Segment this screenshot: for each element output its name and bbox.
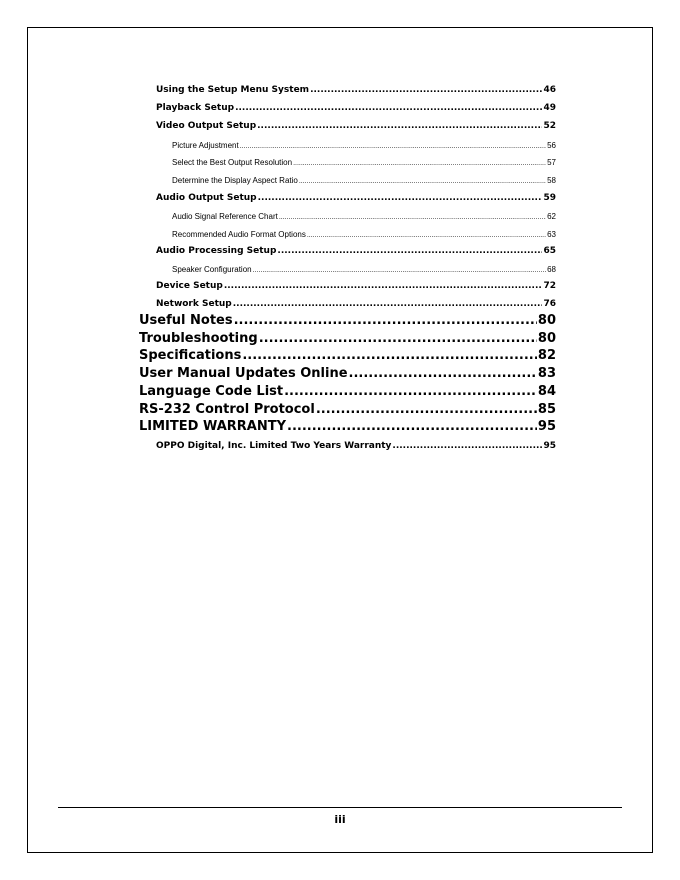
toc-entry[interactable]	[172, 231, 556, 239]
toc-entry[interactable]	[156, 86, 556, 95]
toc-entry[interactable]	[139, 349, 556, 362]
toc-entry-title: Audio Signal Reference Chart	[172, 212, 278, 221]
dot-leader	[234, 314, 537, 327]
toc-entry[interactable]	[139, 385, 556, 398]
toc-entry-title: LIMITED WARRANTY	[139, 419, 287, 434]
toc-entry[interactable]	[172, 266, 556, 274]
toc-entry[interactable]	[139, 367, 556, 380]
toc-entry-page: 56	[547, 141, 556, 150]
dot-leader	[287, 420, 537, 433]
dot-leader	[240, 143, 546, 150]
page-number: iii	[334, 813, 346, 826]
toc-entry-title: Determine the Display Aspect Ratio	[172, 176, 298, 185]
toc-entry-page: 80	[537, 313, 556, 328]
dot-leader	[279, 214, 546, 221]
dot-leader	[259, 332, 537, 345]
toc-entry-title: Specifications	[139, 348, 242, 363]
dot-leader	[224, 282, 543, 291]
toc-entry[interactable]	[156, 122, 556, 131]
dot-leader	[277, 247, 542, 256]
dot-leader	[258, 194, 543, 203]
toc-entry[interactable]	[172, 159, 556, 167]
toc-entry-title: Language Code List	[139, 384, 284, 399]
toc-entry-page: 95	[537, 419, 556, 434]
toc-entry-page: 62	[547, 212, 556, 221]
toc-entry[interactable]	[139, 332, 556, 345]
footer-divider	[58, 807, 622, 808]
dot-leader	[242, 349, 537, 362]
toc-entry-title: Troubleshooting	[139, 331, 258, 346]
toc-entry[interactable]	[156, 194, 556, 203]
toc-entry[interactable]	[156, 300, 556, 309]
toc-entry-title: Audio Output Setup	[156, 193, 257, 203]
toc-entry-title: Picture Adjustment	[172, 141, 239, 150]
toc-entry-title: User Manual Updates Online	[139, 366, 348, 381]
toc-entry-page: 82	[537, 348, 556, 363]
toc-entry-title: Useful Notes	[139, 313, 233, 328]
toc-entry-page: 76	[543, 299, 556, 309]
toc-entry[interactable]	[139, 403, 556, 416]
toc-entry[interactable]	[139, 314, 556, 327]
toc-entry-page: 46	[543, 85, 556, 95]
dot-leader	[299, 178, 546, 185]
toc-entry-page: 49	[543, 103, 556, 113]
toc-entry-page: 80	[537, 331, 556, 346]
toc-entry-title: Audio Processing Setup	[156, 246, 277, 256]
toc-entry-title: Select the Best Output Resolution	[172, 158, 293, 167]
toc-entry-title: Device Setup	[156, 281, 223, 291]
toc-entry-title: OPPO Digital, Inc. Limited Two Years Warranty	[156, 441, 392, 451]
dot-leader	[284, 385, 537, 398]
toc-entry-page: 84	[537, 384, 556, 399]
toc-entry-title: Using the Setup Menu System	[156, 85, 310, 95]
toc-entry-title: Playback Setup	[156, 103, 235, 113]
toc-entry-title: Video Output Setup	[156, 121, 257, 131]
dot-leader	[307, 232, 546, 239]
toc-entry[interactable]	[156, 282, 556, 291]
dot-leader	[310, 86, 542, 95]
toc-entry-page: 57	[547, 158, 556, 167]
page-border	[27, 27, 653, 853]
toc-entry-page: 58	[547, 176, 556, 185]
toc-entry-page: 65	[543, 246, 556, 256]
toc-entry-title: Recommended Audio Format Options	[172, 230, 306, 239]
toc-entry-page: 59	[543, 193, 556, 203]
toc-entry-page: 95	[543, 441, 556, 451]
dot-leader	[293, 160, 546, 167]
toc-entry[interactable]	[156, 247, 556, 256]
toc-entry[interactable]	[172, 177, 556, 185]
dot-leader	[235, 104, 542, 113]
toc-entry[interactable]	[156, 104, 556, 113]
toc-entry-title: Network Setup	[156, 299, 232, 309]
toc-entry-page: 85	[537, 402, 556, 417]
toc-entry-title: RS-232 Control Protocol	[139, 402, 315, 417]
toc-entry-page: 63	[547, 230, 556, 239]
dot-leader	[233, 300, 543, 309]
toc-entry[interactable]	[156, 442, 556, 451]
toc-entry-page: 68	[547, 265, 556, 274]
dot-leader	[349, 367, 537, 380]
toc-entry-page: 52	[543, 121, 556, 131]
toc-entry-title: Speaker Configuration	[172, 265, 252, 274]
toc-entry[interactable]	[172, 213, 556, 221]
dot-leader	[316, 403, 537, 416]
toc-entry[interactable]	[139, 420, 556, 433]
dot-leader	[392, 442, 542, 451]
toc-entry[interactable]	[172, 142, 556, 150]
toc-entry-page: 72	[543, 281, 556, 291]
dot-leader	[253, 267, 546, 274]
dot-leader	[257, 122, 542, 131]
toc-entry-page: 83	[537, 366, 556, 381]
